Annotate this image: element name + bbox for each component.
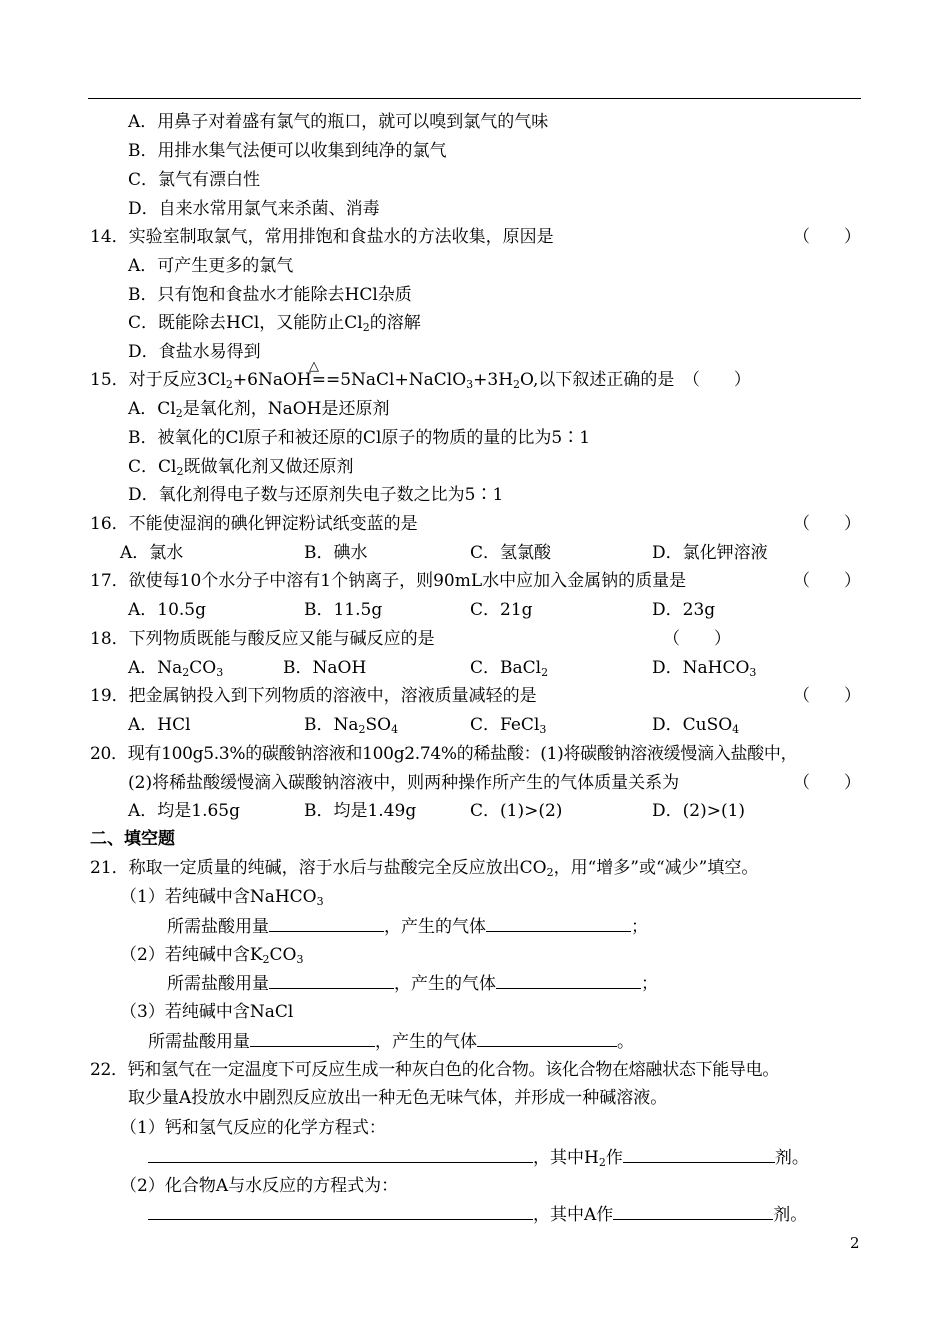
q16-option-c: C．氢氯酸 (470, 543, 552, 563)
q21-sub3-answer-line: 所需盐酸用量 ，产生的气体 。 (148, 1032, 634, 1052)
q18-option-d: D．NaHCO$_3$ (652, 658, 757, 679)
q21-sub1-gas-blank[interactable] (486, 916, 631, 932)
q20-option-c: C．(1)>(2) (470, 801, 563, 821)
q19-option-b: B．$Na_2SO_4$ (304, 715, 399, 736)
q20-option-d: D．(2)>(1) (652, 801, 746, 821)
q21-sub2-gas-blank[interactable] (496, 973, 641, 989)
q16-option-b: B．碘水 (304, 543, 368, 563)
q16-option-a: A．氯水 (120, 543, 184, 563)
heat-triangle-icon: △ (309, 359, 319, 374)
q22-h2-role-blank[interactable] (623, 1147, 775, 1163)
q18-option-b: B．NaOH (283, 658, 367, 678)
q21-sub3: （3）若纯碱中含NaCl (120, 1002, 294, 1022)
q21-sub3-acid-blank[interactable] (250, 1031, 375, 1047)
header-rule (88, 98, 861, 99)
q17-option-d: D．23g (652, 600, 716, 620)
q18-option-c: C．BaCl$_2$ (470, 658, 549, 679)
q21-sub1-acid-blank[interactable] (269, 916, 384, 932)
q21-stem: 21．称取一定质量的纯碱，溶于水后与盐酸完全反应放出$CO_2$，用“增多”或“减少”填空。 (90, 858, 759, 879)
q14-option-a: A．可产生更多的氯气 (128, 256, 294, 276)
q21-sub3-gas-blank[interactable] (477, 1031, 617, 1047)
q22-stem-line1: 22．钙和氢气在一定温度下可反应生成一种灰白色的化合物。该化合物在熔融状态下能导电。 (90, 1060, 780, 1080)
q17-answer-paren: （ ） (793, 571, 861, 591)
q15-option-b: B．被氧化的Cl原子和被还原的Cl原子的物质的量的比为5∶1 (128, 428, 591, 448)
q17-option-b: B．11.5g (304, 600, 383, 620)
q22-equation1-blank[interactable] (148, 1147, 533, 1163)
q14-option-d: D．食盐水易得到 (128, 342, 261, 362)
q21-sub1: （1）若纯碱中含NaHCO$_3$ (120, 887, 324, 908)
q14-option-b: B．只有饱和食盐水才能除去HCl杂质 (128, 285, 412, 305)
q15-option-d: D．氧化剂得电子数与还原剂失电子数之比为5∶1 (128, 485, 504, 505)
q20-stem-line1: 20．现有100g5.3%的碳酸钠溶液和100g2.74%的稀盐酸：(1)将碳酸钠溶液缓慢滴入盐酸中， (90, 744, 798, 764)
q19-option-a: A．HCl (128, 715, 191, 735)
q19-option-d: D．CuSO$_4$ (652, 715, 740, 736)
q21-sub2: （2）若纯碱中含$K_2CO_3$ (120, 945, 304, 966)
q18-stem: 18．下列物质既能与酸反应又能与碱反应的是 (90, 629, 435, 649)
q16-stem: 16．不能使湿润的碘化钾淀粉试纸变蓝的是 (90, 514, 418, 534)
q17-stem: 17．欲使每10个水分子中溶有1个钠离子，则90mL水中应加入金属钠的质量是 (90, 571, 687, 591)
q15-stem: 15．对于反应$3Cl_2+6NaOH==5NaCl+NaClO_3+3H_2O$,以下叙述正确的是 （ ） (90, 370, 751, 391)
q18-option-a: A．$Na_2CO_3$ (128, 658, 224, 679)
q22-stem-line2: 取少量A投放水中剧烈反应放出一种无色无味气体，并形成一种碱溶液。 (128, 1088, 668, 1108)
q13-option-c: C．氯气有漂白性 (128, 170, 261, 190)
q15-option-a: A．$Cl_2$是氧化剂，NaOH是还原剂 (128, 399, 390, 420)
q21-sub1-answer-line: 所需盐酸用量 ，产生的气体 ； (167, 917, 648, 937)
q20-stem-line2: (2)将稀盐酸缓慢滴入碳酸钠溶液中，则两种操作所产生的气体质量关系为 (128, 773, 680, 793)
q17-option-a: A．10.5g (128, 600, 207, 620)
q22-a-role-blank[interactable] (613, 1204, 773, 1220)
q22-sub1-answer-line: ，其中$H_2$作 剂。 (148, 1147, 809, 1168)
q21-sub2-answer-line: 所需盐酸用量 ，产生的气体 ； (167, 974, 658, 994)
q13-option-a: A．用鼻子对着盛有氯气的瓶口，就可以嗅到氯气的气味 (128, 112, 549, 132)
q20-option-a: A．均是1.65g (128, 801, 241, 821)
page-number: 2 (850, 1234, 860, 1252)
q16-answer-paren: （ ） (793, 514, 861, 534)
q22-sub2: （2）化合物A与水反应的方程式为： (120, 1176, 399, 1196)
q22-sub1: （1）钙和氢气反应的化学方程式： (120, 1118, 386, 1138)
q19-option-c: C．FeCl$_3$ (470, 715, 547, 736)
q22-sub2-answer-line: ，其中A作 剂。 (148, 1204, 807, 1225)
q15-option-c: C．$Cl_2$既做氧化剂又做还原剂 (128, 457, 354, 478)
q21-sub2-acid-blank[interactable] (269, 973, 394, 989)
q19-answer-paren: （ ） (793, 686, 861, 706)
q18-answer-paren: （ ） (663, 629, 731, 649)
q20-answer-paren: （ ） (793, 773, 861, 793)
q14-answer-paren: （ ） (793, 227, 861, 247)
q13-option-d: D．自来水常用氯气来杀菌、消毒 (128, 199, 380, 219)
q20-option-b: B．均是1.49g (304, 801, 417, 821)
q14-stem: 14．实验室制取氯气，常用排饱和食盐水的方法收集，原因是 (90, 227, 554, 247)
q14-option-c: C．既能除去HCl，又能防止$Cl_2$的溶解 (128, 313, 421, 334)
q22-equation2-blank[interactable] (148, 1204, 533, 1220)
q13-option-b: B．用排水集气法便可以收集到纯净的氯气 (128, 141, 447, 161)
q19-stem: 19．把金属钠投入到下列物质的溶液中，溶液质量减轻的是 (90, 686, 537, 706)
q16-option-d: D．氯化钾溶液 (652, 543, 768, 563)
section-heading-fill-in: 二、填空题 (90, 829, 175, 849)
q17-option-c: C．21g (470, 600, 533, 620)
